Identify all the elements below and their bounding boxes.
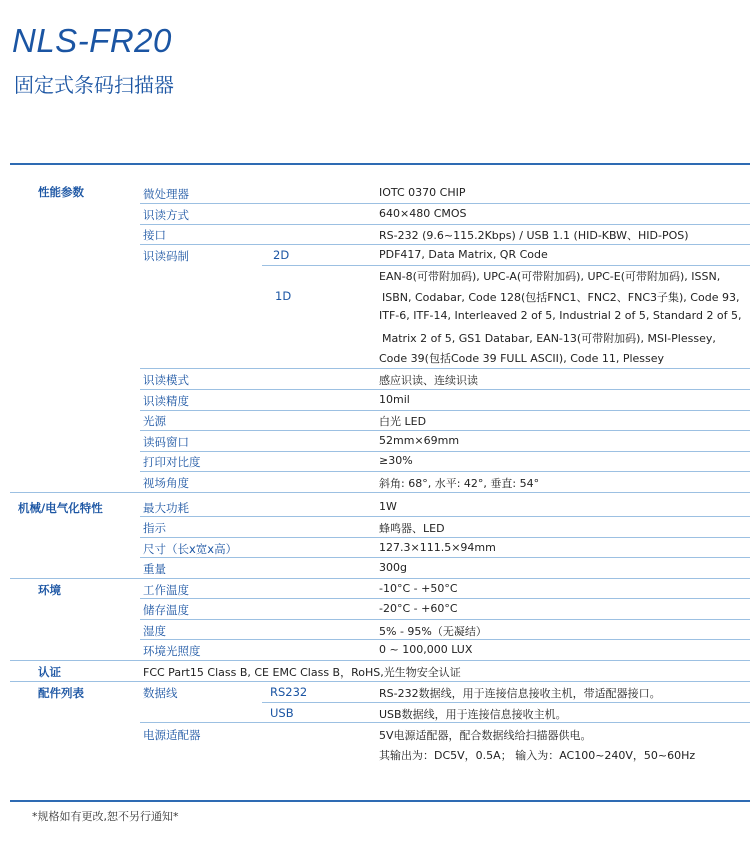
row-divider (140, 537, 750, 538)
footnote: *规格如有更改,恕不另行通知* (32, 810, 179, 823)
row-divider (140, 639, 750, 640)
table-bottom-rule (10, 800, 750, 802)
spec-label-angle: 视场角度 (143, 476, 189, 490)
spec-label-precision: 识读精度 (143, 394, 189, 408)
row-divider (140, 557, 750, 558)
spec-value-indicator: 蜂鸣器、LED (379, 522, 445, 535)
spec-value-precision: 10mil (379, 393, 410, 406)
spec-value-adapter-line: 其输出为：DC5V，0.5A； 输入为：AC100~240V，50~60Hz (379, 749, 696, 762)
spec-value-angle: 斜角: 68°, 水平: 42°, 垂直: 54° (379, 477, 540, 490)
spec-value-storage-temp: -20°C - +60°C (379, 602, 458, 615)
row-divider (140, 203, 750, 204)
spec-label-power-adapter: 电源适配器 (143, 728, 201, 742)
row-divider (140, 368, 750, 369)
product-model-title: NLS-FR20 (12, 22, 172, 59)
spec-value-humidity: 5% - 95%（无凝结） (379, 625, 487, 638)
category-mechanical: 机械/电气化特性 (18, 501, 103, 515)
spec-value-2d: PDF417, Data Matrix, QR Code (379, 248, 548, 261)
spec-label-data-cable: 数据线 (143, 686, 178, 700)
section-divider (10, 660, 750, 661)
category-environment: 环境 (38, 583, 61, 597)
product-subtitle: 固定式条码扫描器 (14, 73, 174, 97)
spec-value-1d-line: EAN-8(可带附加码), UPC-A(可带附加码), UPC-E(可带附加码), ISSN, (379, 270, 721, 283)
spec-label-light-source: 光源 (143, 414, 166, 428)
spec-value-ambient-light: 0 ~ 100,000 LUX (379, 643, 473, 656)
spec-value-contrast: ≥30% (379, 454, 413, 467)
row-divider (140, 619, 750, 620)
spec-value-power: 1W (379, 500, 397, 513)
spec-value-1d-line: ITF-6, ITF-14, Interleaved 2 of 5, Industrial 2 of 5, Standard 2 of 5, (379, 309, 742, 322)
spec-sublabel-1d: 1D (275, 289, 292, 303)
spec-label-operating-temp: 工作温度 (143, 583, 189, 597)
spec-value-adapter-line: 5V电源适配器，配合数据线给扫描器供电。 (379, 729, 592, 742)
category-performance: 性能参数 (38, 185, 84, 199)
spec-label-dimension: 尺寸（长x宽x高） (143, 542, 238, 556)
row-divider (140, 471, 750, 472)
section-divider (10, 681, 750, 682)
spec-value-certification: FCC Part15 Class B, CE EMC Class B，RoHS,光生物安全认证 (143, 666, 461, 679)
spec-value-weight: 300g (379, 561, 407, 574)
spec-value-interface: RS-232 (9.6~115.2Kbps) / USB 1.1 (HID-KBW、HID-POS) (379, 229, 689, 242)
category-accessories: 配件列表 (38, 686, 84, 700)
section-divider (10, 492, 750, 493)
spec-label-window: 读码窗口 (143, 435, 189, 449)
row-divider (140, 389, 750, 390)
table-top-rule (10, 163, 750, 165)
spec-sublabel-usb: USB (270, 706, 294, 720)
spec-value-operating-temp: -10°C - +50°C (379, 582, 458, 595)
row-divider (140, 598, 750, 599)
row-divider (140, 722, 750, 723)
row-divider (140, 410, 750, 411)
spec-sublabel-2d: 2D (273, 248, 290, 262)
spec-value-read-mode: 感应识读、连续识读 (379, 374, 478, 387)
row-divider (262, 702, 750, 703)
row-divider (140, 430, 750, 431)
spec-value-window: 52mm×69mm (379, 434, 460, 447)
category-certification: 认证 (38, 665, 61, 679)
spec-label-read-method: 识读方式 (143, 208, 189, 222)
row-divider (140, 451, 750, 452)
spec-value-1d-line: Matrix 2 of 5, GS1 Databar, EAN-13(可带附加码), MSI-Plessey, (382, 332, 716, 345)
spec-value-processor: IOTC 0370 CHIP (379, 186, 466, 199)
section-divider (10, 578, 750, 579)
spec-value-rs232: RS-232数据线，用于连接信息接收主机，带适配器接口。 (379, 687, 661, 700)
row-divider (262, 265, 750, 266)
spec-label-power: 最大功耗 (143, 501, 189, 515)
spec-value-1d-line: Code 39(包括Code 39 FULL ASCII), Code 11, Plessey (379, 352, 665, 365)
spec-label-weight: 重量 (143, 562, 166, 576)
spec-label-humidity: 湿度 (143, 624, 166, 638)
spec-label-contrast: 打印对比度 (143, 455, 201, 469)
spec-label-symbologies: 识读码制 (143, 249, 189, 263)
spec-label-ambient-light: 环境光照度 (143, 644, 201, 658)
spec-label-storage-temp: 储存温度 (143, 603, 189, 617)
spec-value-usb: USB数据线，用于连接信息接收主机。 (379, 708, 567, 721)
spec-value-light-source: 白光 LED (379, 415, 427, 428)
spec-label-interface: 接口 (143, 228, 166, 242)
row-divider (140, 224, 750, 225)
spec-value-dimension: 127.3×111.5×94mm (379, 541, 496, 554)
spec-value-1d-line: ISBN, Codabar, Code 128(包括FNC1、FNC2、FNC3子集), Code 93, (382, 291, 740, 304)
spec-value-read-method: 640×480 CMOS (379, 207, 467, 220)
row-divider (140, 516, 750, 517)
spec-sublabel-rs232: RS232 (270, 685, 308, 699)
spec-label-indicator: 指示 (143, 521, 166, 535)
row-divider (140, 244, 750, 245)
spec-label-read-mode: 识读模式 (143, 373, 189, 387)
spec-label-processor: 微处理器 (143, 187, 189, 201)
